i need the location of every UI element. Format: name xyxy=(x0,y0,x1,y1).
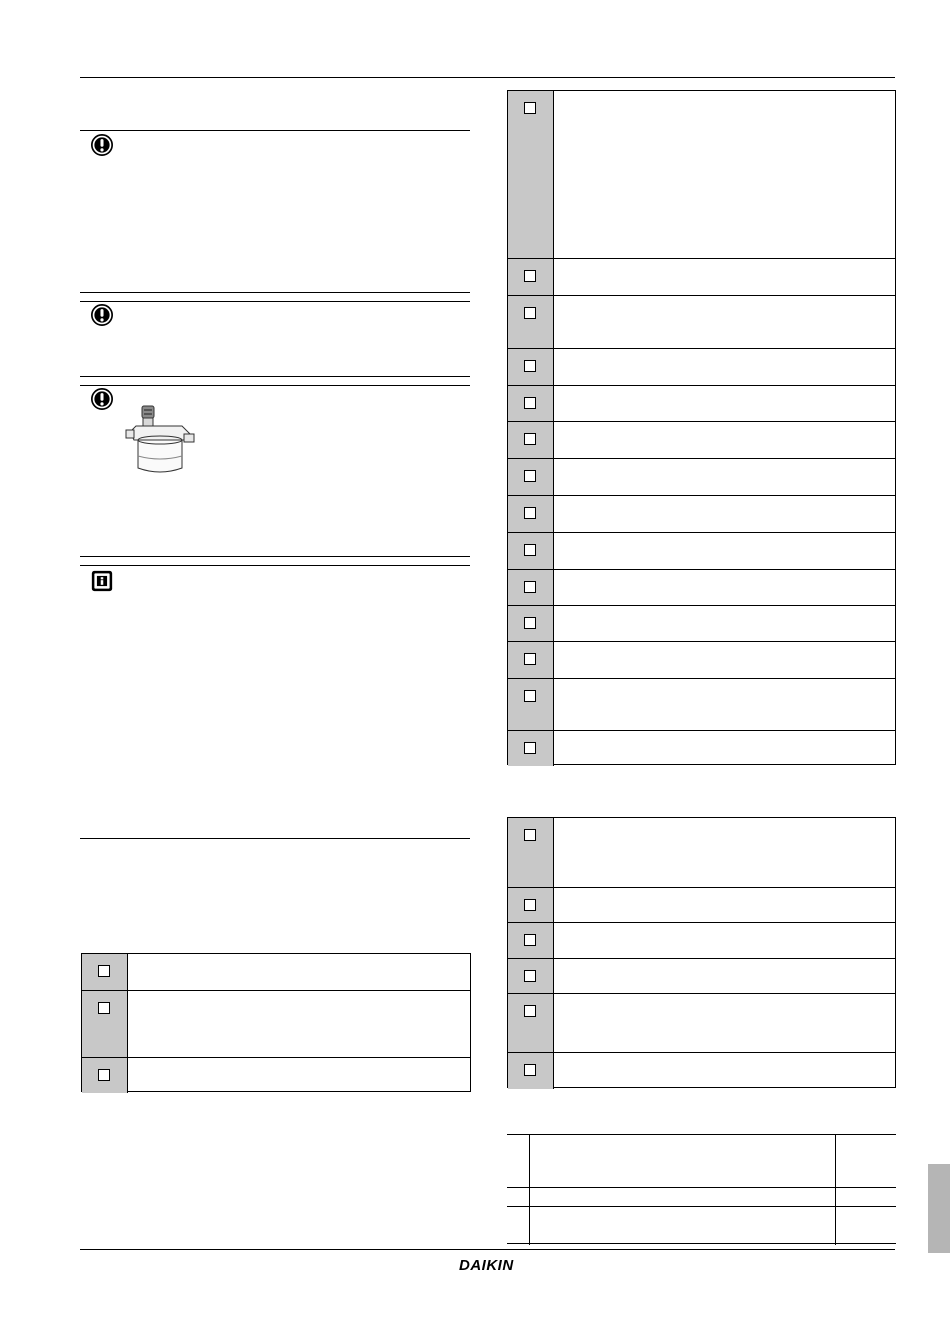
checklist-row xyxy=(508,569,895,605)
empty-checkbox-icon[interactable] xyxy=(524,617,536,629)
caution-callout-2-bottom-rule xyxy=(80,376,470,377)
checklist-row xyxy=(508,641,895,678)
checklist-gutter xyxy=(508,91,554,258)
exclamation-circle-icon xyxy=(91,134,113,156)
empty-checkbox-icon[interactable] xyxy=(524,360,536,372)
checklist-row xyxy=(508,495,895,532)
checklist-gutter xyxy=(508,679,554,730)
caution-callout-1-top-rule xyxy=(80,130,470,131)
empty-checkbox-icon[interactable] xyxy=(524,270,536,282)
checklist-row xyxy=(508,1052,895,1089)
checklist-row xyxy=(508,993,895,1052)
empty-checkbox-icon[interactable] xyxy=(524,829,536,841)
empty-checkbox-icon[interactable] xyxy=(524,470,536,482)
table-cell xyxy=(529,1207,835,1245)
checklist-row xyxy=(82,990,470,1057)
empty-checkbox-icon[interactable] xyxy=(524,433,536,445)
checklist-gutter xyxy=(508,994,554,1052)
empty-checkbox-icon[interactable] xyxy=(524,397,536,409)
empty-checkbox-icon[interactable] xyxy=(524,653,536,665)
empty-checkbox-icon[interactable] xyxy=(524,581,536,593)
checklist-table-right-1 xyxy=(507,90,896,765)
table-cell xyxy=(529,1135,835,1187)
table-cell xyxy=(835,1135,896,1187)
empty-checkbox-icon[interactable] xyxy=(524,1064,536,1076)
table-cell xyxy=(529,1188,835,1206)
checklist-table-right-2 xyxy=(507,817,896,1088)
exclamation-circle-icon xyxy=(91,304,113,326)
checklist-row xyxy=(508,385,895,421)
empty-checkbox-icon[interactable] xyxy=(524,742,536,754)
checklist-row xyxy=(508,958,895,993)
checklist-row xyxy=(508,678,895,730)
table-cell xyxy=(835,1207,896,1245)
checklist-row xyxy=(508,730,895,766)
checklist-row xyxy=(508,887,895,922)
empty-checkbox-icon[interactable] xyxy=(524,899,536,911)
info-box-icon xyxy=(91,570,113,592)
checklist-gutter xyxy=(508,296,554,348)
checklist-row xyxy=(508,348,895,385)
checklist-row xyxy=(82,1057,470,1093)
empty-checkbox-icon[interactable] xyxy=(524,544,536,556)
caution-callout-2-top-rule xyxy=(80,301,470,302)
caution-callout-3-bottom-rule xyxy=(80,556,470,557)
checklist-row xyxy=(508,295,895,348)
empty-checkbox-icon[interactable] xyxy=(524,690,536,702)
checklist-table-left xyxy=(81,953,471,1092)
empty-checkbox-icon[interactable] xyxy=(524,1005,536,1017)
empty-checkbox-icon[interactable] xyxy=(524,102,536,114)
air-purge-valve-illustration xyxy=(124,404,200,478)
checklist-row xyxy=(508,258,895,295)
table-row xyxy=(507,1135,896,1187)
daikin-logo: DAIKIN xyxy=(459,1257,514,1274)
empty-checkbox-icon[interactable] xyxy=(524,970,536,982)
checklist-row xyxy=(508,532,895,569)
footer-rule xyxy=(80,1249,895,1250)
empty-checkbox-icon[interactable] xyxy=(524,307,536,319)
empty-checkbox-icon[interactable] xyxy=(98,1002,110,1014)
empty-checkbox-icon[interactable] xyxy=(524,934,536,946)
empty-checkbox-icon[interactable] xyxy=(98,1069,110,1081)
settings-table xyxy=(507,1134,896,1244)
exclamation-circle-icon xyxy=(91,388,113,410)
checklist-row xyxy=(82,954,470,990)
checklist-row xyxy=(508,818,895,887)
empty-checkbox-icon[interactable] xyxy=(98,965,110,977)
caution-callout-3-top-rule xyxy=(80,385,470,386)
table-row xyxy=(507,1206,896,1245)
checklist-row xyxy=(508,458,895,495)
checklist-row xyxy=(508,421,895,458)
checklist-row xyxy=(508,922,895,958)
checklist-row xyxy=(508,91,895,258)
info-callout-top-rule xyxy=(80,565,470,566)
table-cell xyxy=(835,1188,896,1206)
table-row xyxy=(507,1187,896,1206)
empty-checkbox-icon[interactable] xyxy=(524,507,536,519)
caution-callout-1-bottom-rule xyxy=(80,292,470,293)
checklist-row xyxy=(508,605,895,641)
checklist-gutter xyxy=(82,991,128,1057)
info-callout-bottom-rule xyxy=(80,838,470,839)
header-rule xyxy=(80,77,895,78)
section-tab xyxy=(928,1164,950,1253)
